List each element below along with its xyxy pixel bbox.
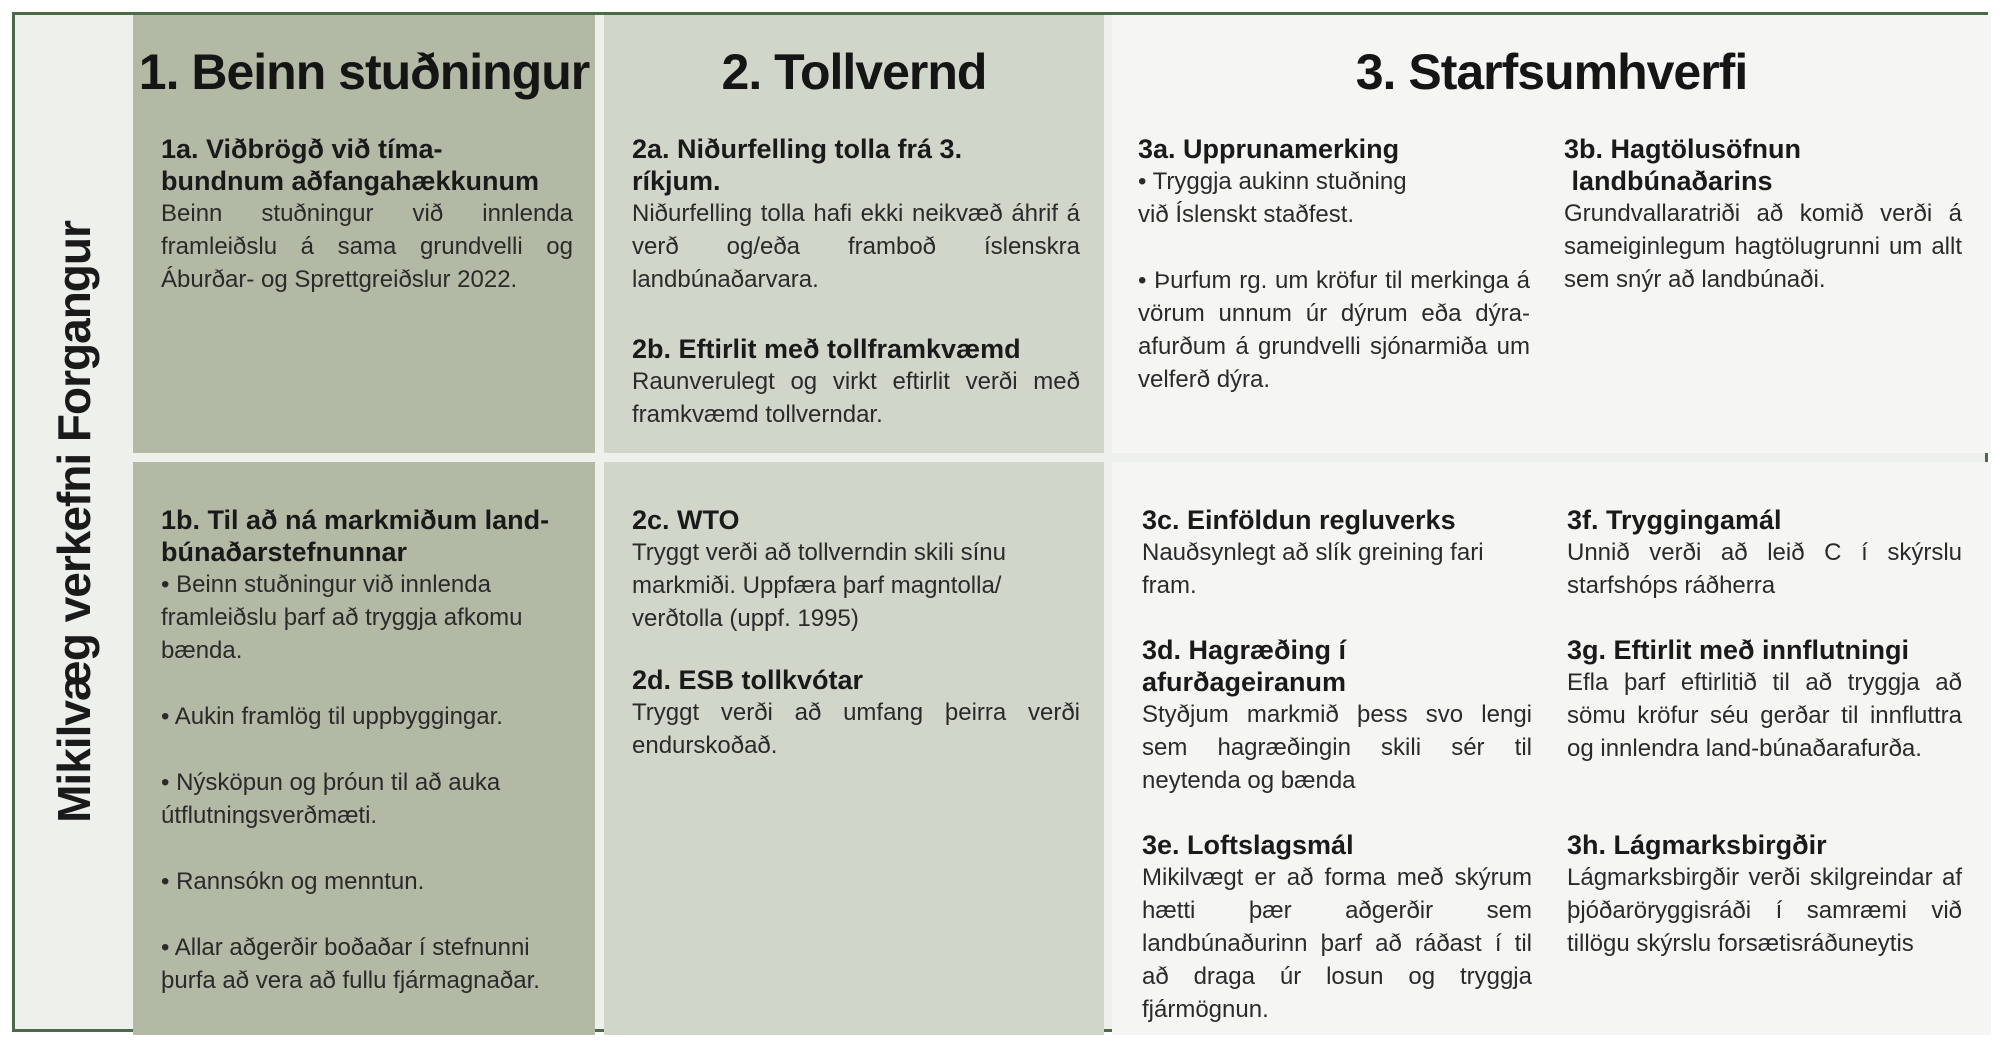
item-3d	[1142, 634, 1532, 797]
item-1a-title-line1: 1a. Viðbrögð við tíma-	[161, 134, 443, 164]
item-3a	[1138, 133, 1530, 396]
item-3g-title: 3g. Eftirlit með innflutningi	[1567, 635, 1909, 665]
cell-1-top	[133, 15, 595, 453]
item-3f	[1567, 504, 1962, 602]
item-3c-title: 3c. Einföldun regluverks	[1142, 505, 1456, 535]
item-2b-title: 2b. Eftirlit með tollframkvæmd	[632, 334, 1021, 364]
priority-table	[12, 12, 1988, 1032]
item-2c-text: Tryggt verði að tollverndin skili sínu markmiði. Uppfæra þarf magntolla/ verðtolla (uppf. 1995)	[632, 539, 1006, 632]
item-2c	[632, 504, 1080, 635]
item-3h	[1567, 829, 1962, 960]
item-3d-title-line1: 3d. Hagræðing í	[1142, 635, 1347, 665]
column-beinn-studningur	[133, 15, 595, 1029]
column-title-2: 2. Tollvernd	[721, 44, 987, 100]
column-starfsumhverfi	[1112, 15, 1991, 1029]
item-1b-bullet-1: • Beinn stuðningur við innlenda framleiðslu þarf að tryggja afkomu bænda.	[161, 571, 523, 664]
column-title-1: 1. Beinn stuðningur	[138, 44, 590, 100]
item-1a	[161, 133, 573, 296]
item-1b-bullet-2: • Aukin framlög til uppbyggingar.	[161, 703, 503, 730]
item-3c	[1142, 504, 1532, 602]
item-3h-title: 3h. Lágmarksbirgðir	[1567, 830, 1827, 860]
item-3e	[1142, 829, 1532, 1026]
item-1b-bullet-3: • Nýsköpun og þróun til að auka útflutningsverðmæti.	[161, 769, 501, 829]
item-3a-bullet-1-line1: • Tryggja aukinn stuðning	[1138, 168, 1407, 195]
item-2a-text: Niðurfelling tolla hafi ekki neikvæð áhrif á verð og/eða framboð íslenskra landbúnaðarvara.	[632, 200, 1080, 293]
item-1a-text: Beinn stuðningur við innlenda framleiðslu á sama grundvelli og Áburðar- og Sprettgreiðslur 2022.	[161, 200, 573, 293]
item-3c-text: Nauðsynlegt að slík greining fari fram.	[1142, 539, 1484, 599]
item-3a-bullet-1-line2: við Íslenskt staðfest.	[1138, 201, 1355, 228]
item-1b-title-line2: búnaðarstefnunnar	[161, 537, 408, 567]
cell-2-top	[604, 15, 1104, 453]
item-1a-title-line2: bundnum aðfangahækkunum	[161, 166, 539, 196]
item-3e-text: Mikilvægt er að forma með skýrum hætti þær aðgerðir sem landbúnaðurinn þarf að ráðast í til að draga úr losun og tryggja fjármögnun.	[1142, 864, 1532, 1023]
side-label: Mikilvæg verkefni Forgangur	[48, 221, 101, 823]
item-3g-text: Efla þarf eftirlitið til að tryggja að sömu kröfur séu gerðar til innfluttra og innlendra land-búnaðarafurða.	[1567, 669, 1962, 762]
item-3b	[1564, 133, 1962, 296]
item-3a-bullet-2: • Þurfum rg. um kröfur til merkinga á vörum unnum úr dýrum eða dýra-afurðum á grundvelli sjónarmiða um velferð dýra.	[1138, 267, 1530, 393]
item-3d-text: Styðjum markmið þess svo lengi sem hagræðingin skili sér til neytenda og bænda	[1142, 701, 1532, 794]
item-2d-text: Tryggt verði að umfang þeirra verði endurskoðað.	[632, 699, 1080, 759]
cell-3-top	[1112, 15, 1991, 453]
item-2a-title-line2: ríkjum.	[632, 166, 721, 196]
item-3b-title-line1: 3b. Hagtölusöfnun	[1564, 134, 1801, 164]
cell-3-bottom	[1112, 462, 1991, 1035]
item-2a	[632, 133, 1080, 296]
item-3f-text: Unnið verði að leið C í skýrslu starfshóps ráðherra	[1567, 539, 1962, 599]
item-2d-title: 2d. ESB tollkvótar	[632, 665, 864, 695]
item-3b-text: Grundvallaratriði að komið verði á sameiginlegum hagtölugrunni um allt sem snýr að landbúnaði.	[1564, 200, 1962, 293]
item-2c-title: 2c. WTO	[632, 505, 740, 535]
item-3e-title: 3e. Loftslagsmál	[1142, 830, 1354, 860]
item-3f-title: 3f. Tryggingamál	[1567, 505, 1782, 535]
column-title-3: 3. Starfsumhverfi	[1355, 44, 1748, 100]
cell-2-bottom	[604, 462, 1104, 1035]
item-1b-bullet-5: • Allar aðgerðir boðaðar í stefnunni þurfa að vera að fullu fjármagnaðar.	[161, 934, 540, 994]
item-3g	[1567, 634, 1962, 765]
cell-1-bottom	[133, 462, 595, 1035]
item-3h-text: Lágmarksbirgðir verði skilgreindar af þjóðaröryggisráði í samræmi við tillögu skýrslu forsætisráðuneytis	[1567, 864, 1962, 957]
item-2b	[632, 333, 1080, 431]
item-3a-title: 3a. Upprunamerking	[1138, 134, 1400, 164]
column-tollvernd	[604, 15, 1104, 1029]
item-2d	[632, 664, 1080, 762]
item-3d-title-line2: afurðageiranum	[1142, 667, 1347, 697]
side-label-column	[15, 15, 133, 1029]
item-1b-bullet-4: • Rannsókn og menntun.	[161, 868, 425, 895]
item-2b-text: Raunverulegt og virkt eftirlit verði með framkvæmd tollverndar.	[632, 368, 1080, 428]
item-2a-title-line1: 2a. Niðurfelling tolla frá 3.	[632, 134, 963, 164]
item-1b-title-line1: 1b. Til að ná markmiðum land-	[161, 505, 550, 535]
item-3b-title-line2: landbúnaðarins	[1564, 166, 1773, 196]
item-1b	[161, 504, 573, 997]
